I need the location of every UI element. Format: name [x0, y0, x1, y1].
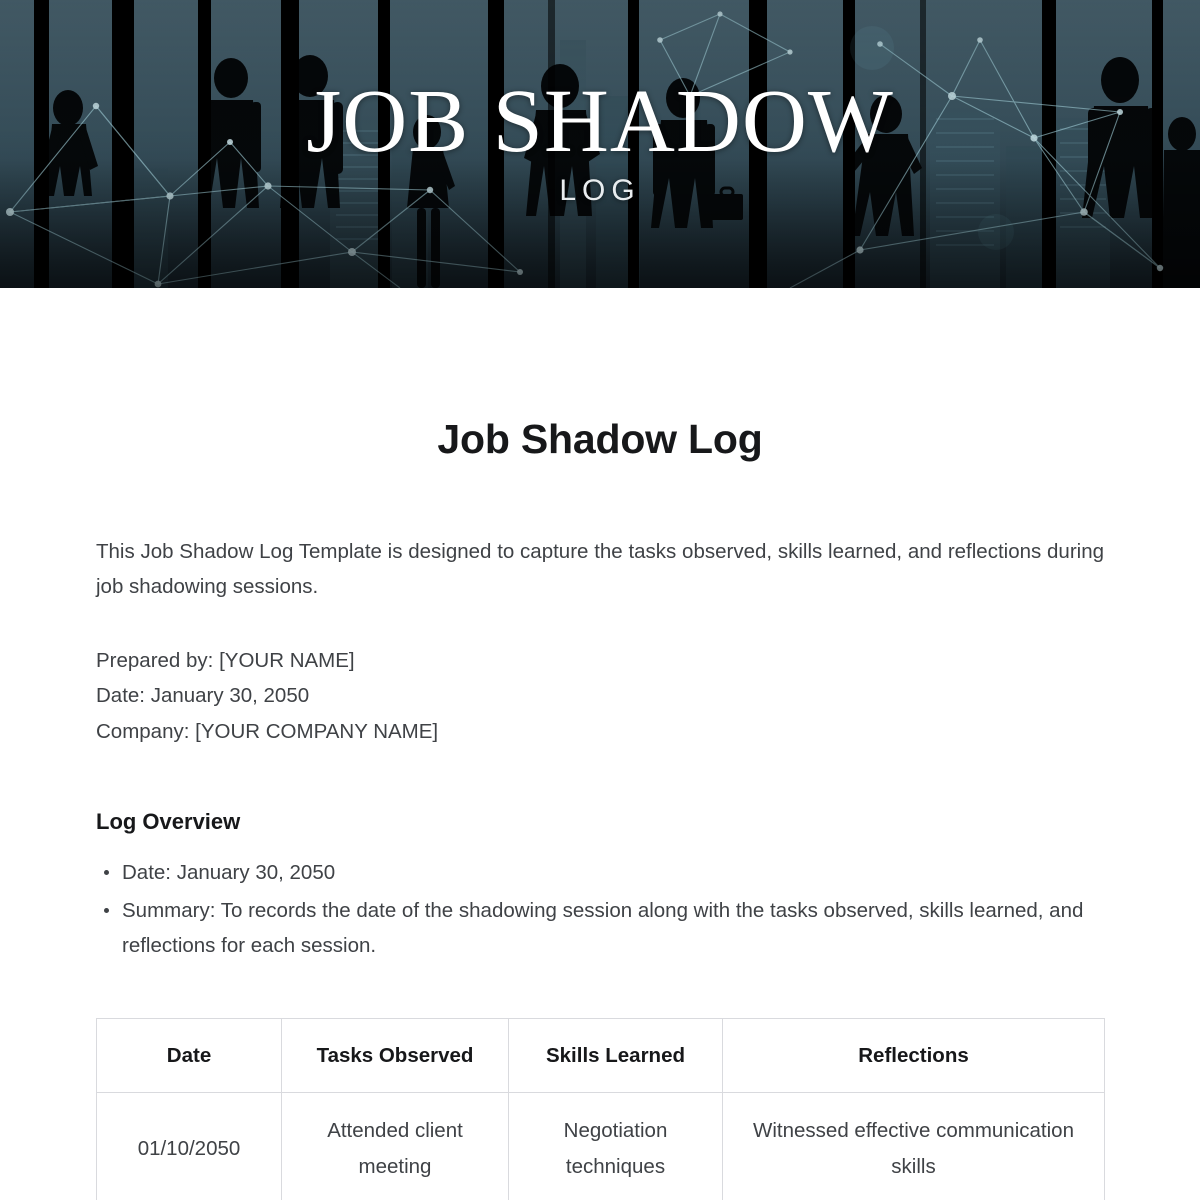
- prepared-by-line: Prepared by: [YOUR NAME]: [96, 648, 355, 672]
- document-content: [0, 416, 1200, 1200]
- column-header-skills-learned: Skills Learned: [509, 1019, 723, 1093]
- prepared-by-block: [96, 643, 1104, 750]
- list-item: Summary: To records the date of the shadowing session along with the tasks observed, skills learned, and reflections for each session.: [96, 893, 1104, 964]
- company-line: Company: [YOUR COMPANY NAME]: [96, 719, 439, 743]
- cell-skills-learned: Negotiation techniques: [509, 1093, 723, 1200]
- cell-tasks-observed: Attended client meeting: [282, 1093, 509, 1200]
- job-shadow-log-table: [96, 1018, 1105, 1200]
- table-row: [97, 1093, 1105, 1200]
- intro-paragraph: This Job Shadow Log Template is designed to capture the tasks observed, skills learned, and reflections during job shadowing sessions.: [96, 540, 1104, 599]
- table-header-row: [97, 1019, 1105, 1093]
- banner-subtitle: LOG: [559, 174, 641, 208]
- cell-reflections: Witnessed effective communication skills: [723, 1093, 1105, 1200]
- log-overview-list: [96, 855, 1104, 963]
- header-banner: [0, 0, 1200, 288]
- list-item: Date: January 30, 2050: [96, 855, 1104, 890]
- banner-title: JOB SHADOW: [306, 72, 894, 171]
- column-header-tasks-observed: Tasks Observed: [282, 1019, 509, 1093]
- banner-background-illustration: [0, 0, 1200, 288]
- log-overview-heading: Log Overview: [96, 809, 241, 835]
- page-title: Job Shadow Log: [437, 416, 763, 462]
- cell-date: 01/10/2050: [97, 1093, 282, 1200]
- column-header-reflections: Reflections: [723, 1019, 1105, 1093]
- column-header-date: Date: [97, 1019, 282, 1093]
- date-line: Date: January 30, 2050: [96, 684, 310, 708]
